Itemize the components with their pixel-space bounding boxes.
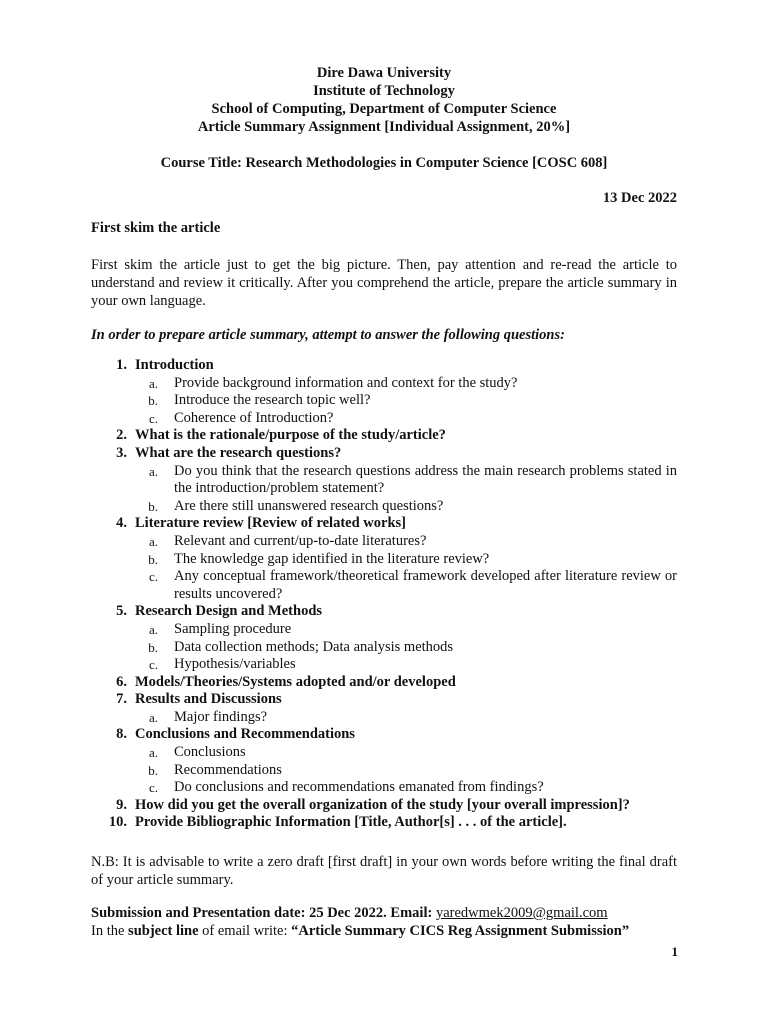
sub-question-item	[91, 533, 677, 551]
submission-line	[91, 905, 608, 922]
date: 13 Dec 2022	[602, 190, 677, 206]
question-text: Results and Discussions	[135, 691, 282, 708]
submission-label: Submission and Presentation date: 25 Dec 2022. Email:	[91, 905, 433, 921]
sub-question-item	[91, 656, 677, 674]
page-number: 1	[671, 944, 678, 959]
question-number: 9.	[116, 796, 127, 813]
question-text: How did you get the overall organization of the study [your overall impression]?	[135, 796, 630, 813]
question-number: 5.	[116, 603, 127, 620]
sub-question-text: Introduce the research topic well?	[174, 392, 371, 409]
question-text: Models/Theories/Systems adopted and/or developed	[135, 673, 456, 690]
sub-question-letter: a.	[148, 375, 158, 391]
question-item	[91, 603, 677, 621]
question-text: Research Design and Methods	[135, 603, 323, 620]
section-title: First skim the article	[91, 220, 221, 236]
question-number: 3.	[116, 444, 127, 461]
nb-paragraph: N.B: It is advisable to write a zero draft [first draft] in your own words before writing the final draft of your article summary.	[91, 854, 677, 888]
sub-question-item	[91, 375, 677, 393]
question-number: 4.	[116, 515, 127, 532]
subject-middle: of email write:	[198, 923, 292, 939]
sub-question-letter: b.	[148, 393, 158, 409]
sub-question-letter: c.	[148, 780, 158, 796]
question-text: What are the research questions?	[135, 444, 342, 461]
subject-prefix: In the	[91, 923, 129, 939]
sub-question-item	[91, 568, 677, 603]
question-number: 10.	[108, 814, 127, 831]
sub-question-letter: b.	[148, 498, 158, 514]
sub-question-letter: c.	[148, 657, 158, 673]
sub-question-item	[91, 621, 677, 639]
sub-question-item	[91, 392, 677, 410]
question-item	[91, 726, 677, 744]
school-name: School of Computing, Department of Computer Science	[211, 101, 557, 117]
subject-quote: “Article Summary CICS Reg Assignment Submission”	[291, 923, 630, 939]
sub-question-item	[91, 762, 677, 780]
sub-question-letter: c.	[148, 569, 158, 585]
sub-question-letter: a.	[148, 745, 158, 761]
sub-question-text: Hypothesis/variables	[174, 656, 296, 673]
course-title: Course Title: Research Methodologies in Computer Science [COSC 608]	[160, 155, 608, 171]
sub-question-item	[91, 744, 677, 762]
intro-paragraph: First skim the article just to get the big picture. Then, pay attention and re-read the article to understand and review it critically. After you comprehend the article, prepare the article summary in your own language.	[91, 257, 677, 309]
sub-question-text: Provide background information and context for the study?	[174, 374, 518, 391]
sub-question-text: Major findings?	[174, 708, 268, 725]
question-item	[91, 445, 677, 463]
sub-question-text: Are there still unanswered research questions?	[174, 497, 444, 514]
question-text: Introduction	[135, 357, 214, 373]
question-number: 7.	[116, 691, 127, 708]
sub-question-letter: b.	[148, 551, 158, 567]
sub-question-text: Do conclusions and recommendations emanated from findings?	[174, 779, 544, 796]
sub-question-text: Recommendations	[174, 761, 282, 778]
sub-question-text: Do you think that the research questions address the main research problems stated in the introduction/problem statement?	[174, 462, 677, 497]
question-item	[91, 691, 677, 709]
sub-question-letter: a.	[148, 621, 158, 637]
sub-question-letter: a.	[148, 463, 158, 479]
question-item	[91, 797, 677, 815]
sub-question-item	[91, 709, 677, 727]
assignment-title: Article Summary Assignment [Individual Assignment, 20%]	[197, 119, 571, 135]
sub-question-letter: b.	[148, 762, 158, 778]
question-text: Literature review [Review of related works]	[135, 515, 406, 532]
sub-question-letter: b.	[148, 639, 158, 655]
university-name: Dire Dawa University	[316, 65, 452, 81]
question-number: 8.	[116, 726, 127, 743]
subject-line	[91, 923, 629, 940]
questions-list	[91, 357, 677, 832]
question-item	[91, 674, 677, 692]
question-text: Conclusions and Recommendations	[135, 726, 355, 743]
sub-question-item	[91, 410, 677, 428]
sub-question-item	[91, 639, 677, 657]
sub-question-letter: a.	[148, 709, 158, 725]
institute-name: Institute of Technology	[313, 83, 455, 99]
question-item	[91, 427, 677, 445]
sub-question-text: Any conceptual framework/theoretical framework developed after literature review or results uncovered?	[174, 568, 677, 602]
sub-question-item	[91, 779, 677, 797]
sub-question-text: Coherence of Introduction?	[174, 409, 334, 426]
subject-bold: subject line	[128, 923, 199, 939]
sub-question-text: Conclusions	[174, 744, 246, 761]
questions-prompt: In order to prepare article summary, attempt to answer the following questions:	[91, 327, 565, 343]
question-number: 6.	[116, 673, 127, 690]
sub-question-text: Data collection methods; Data analysis methods	[174, 638, 454, 655]
question-item	[91, 357, 677, 375]
sub-question-text: Relevant and current/up-to-date literatures?	[174, 532, 427, 549]
sub-question-text: The knowledge gap identified in the literature review?	[174, 550, 490, 567]
sub-question-item	[91, 498, 677, 516]
sub-question-item	[91, 463, 677, 498]
question-item	[91, 814, 677, 832]
question-item	[91, 515, 677, 533]
question-text: Provide Bibliographic Information [Title, Author[s] . . . of the article].	[135, 814, 567, 831]
question-number: 2.	[116, 427, 127, 444]
sub-question-item	[91, 551, 677, 569]
question-number: 1.	[116, 357, 127, 373]
email-link[interactable]: yaredwmek2009@gmail.com	[435, 905, 608, 921]
sub-question-letter: c.	[148, 410, 158, 426]
sub-question-text: Sampling procedure	[174, 620, 292, 637]
sub-question-letter: a.	[148, 533, 158, 549]
question-text: What is the rationale/purpose of the study/article?	[135, 427, 446, 444]
